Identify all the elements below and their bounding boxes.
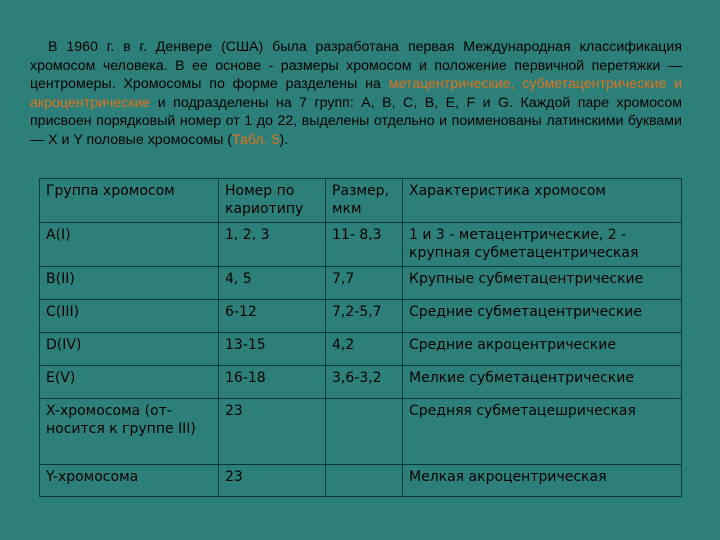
cell-characteristic: Средние субметацентрические — [403, 300, 682, 333]
cell-size: 7,2-5,7 — [326, 300, 403, 333]
cell-characteristic: Крупные субметацентрические — [403, 267, 682, 300]
table-row — [40, 399, 682, 465]
cell-characteristic: Средние акроцентрические — [403, 333, 682, 366]
cell-size: 11- 8,3 — [326, 223, 403, 267]
cell-size: 7,7 — [326, 267, 403, 300]
intro-text-part2: и подразделены на 7 групп: A, B, C, B, E, F и G. Каждой паре хромосом присвоен порядковый номер от 1 до 22, выделены отдельно и поименованы латинскими буквами — X и Y половые хромосомы ( — [30, 94, 682, 148]
cell-group: D(IV) — [40, 333, 219, 366]
cell-group: C(III) — [40, 300, 219, 333]
chromosome-types-highlight: метацентрические, субметацентрические и акроцентрические — [30, 76, 682, 111]
table-row — [40, 267, 682, 300]
cell-size: 4,2 — [326, 333, 403, 366]
cell-number: 13-15 — [219, 333, 326, 366]
header-characteristic: Характеристика хромосом — [403, 179, 682, 223]
chromosome-table — [39, 178, 682, 497]
cell-size — [326, 465, 403, 497]
cell-size — [326, 399, 403, 465]
table-row — [40, 333, 682, 366]
table-row — [40, 366, 682, 399]
intro-text-part3: ). — [279, 131, 289, 148]
table-header-row — [40, 179, 682, 223]
table-row — [40, 465, 682, 497]
intro-text-part1: В 1960 г. в г. Денвере (США) была разработана первая Международная классификация хромосом человека. В ее основе - размеры хромосом и положение первичной перетяжки — центромеры. Хромосомы по форме разделены на — [30, 39, 682, 93]
header-group: Группа хромосом — [40, 179, 219, 223]
cell-size: 3,6-3,2 — [326, 366, 403, 399]
table-row — [40, 300, 682, 333]
cell-number: 1, 2, 3 — [219, 223, 326, 267]
header-karyotype-number: Номер по кариотипу — [219, 179, 326, 223]
header-size: Размер, мкм — [326, 179, 403, 223]
cell-group: A(I) — [40, 223, 219, 267]
intro-paragraph — [30, 38, 682, 150]
cell-number: 16-18 — [219, 366, 326, 399]
cell-group: E(V) — [40, 366, 219, 399]
table-reference-link[interactable]: Табл. 5 — [232, 131, 280, 148]
cell-number: 6-12 — [219, 300, 326, 333]
cell-number: 4, 5 — [219, 267, 326, 300]
cell-group: Y-хромосома — [40, 465, 219, 497]
cell-number: 23 — [219, 399, 326, 465]
cell-number: 23 — [219, 465, 326, 497]
cell-group: B(II) — [40, 267, 219, 300]
cell-characteristic: Мелкие субметацентрические — [403, 366, 682, 399]
cell-group: X-хромосома (относится к группе III) — [40, 399, 219, 465]
cell-characteristic: 1 и 3 - метацентрические, 2 - крупная субметацентрическая — [403, 223, 682, 267]
table-row — [40, 223, 682, 267]
cell-characteristic: Мелкая акроцентрическая — [403, 465, 682, 497]
cell-characteristic: Средняя субметацешрическая — [403, 399, 682, 465]
